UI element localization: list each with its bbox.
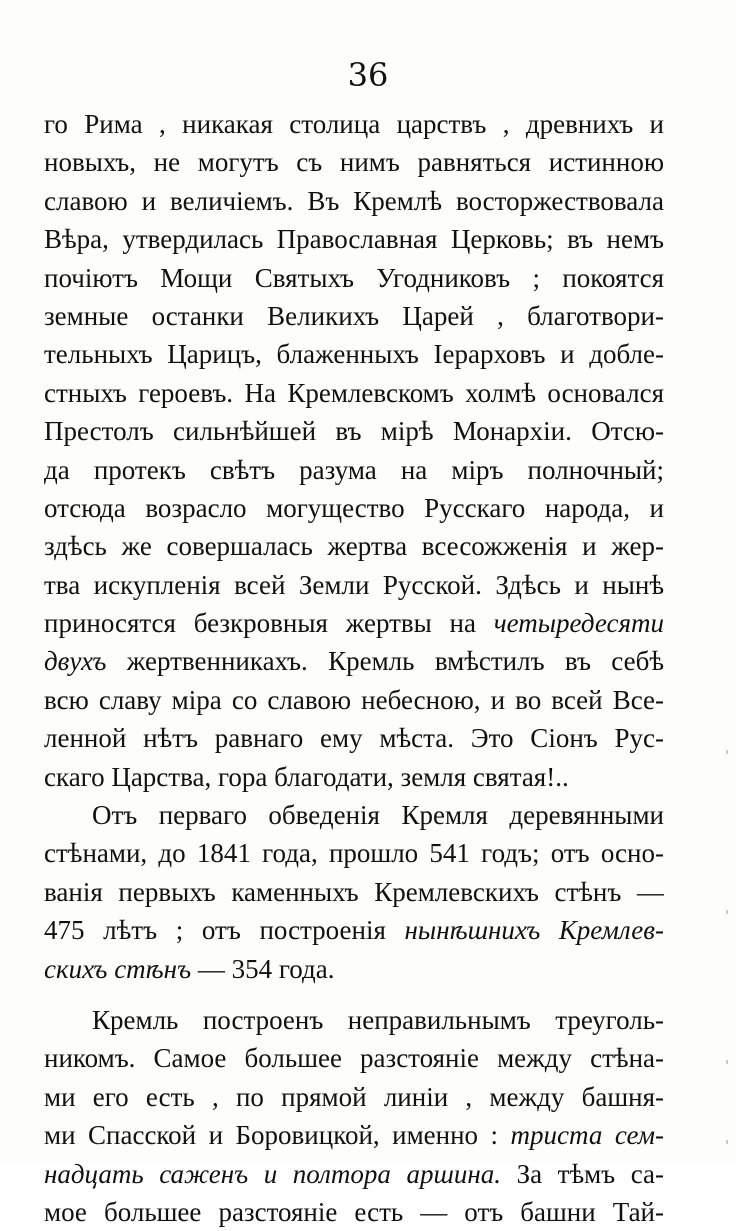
- text-line: [44, 604, 664, 642]
- text-run: ми его есть , по прямой линіи , между башня-: [44, 1081, 664, 1112]
- text-line: [44, 1155, 664, 1193]
- text-line: [44, 1039, 664, 1077]
- text-run: земные останки Великихъ Царей , благотвори-: [44, 300, 664, 331]
- text-run: ленной нѣтъ равнаго ему мѣста. Это Сіонъ Рус-: [44, 723, 664, 754]
- text-line: [44, 834, 664, 872]
- italic-run: нынѣшнихъ Кремлев-: [404, 915, 664, 946]
- text-run: да протекъ свѣтъ разума на міръ полночный;: [44, 454, 664, 485]
- scan-mark: [726, 1140, 728, 1144]
- text-line: [44, 182, 664, 220]
- text-run: здѣсь же совершалась жертва всесожженія и жер-: [44, 531, 664, 562]
- italic-run: надцать саженъ и полтора аршина.: [44, 1158, 501, 1189]
- italic-run: двухъ: [44, 646, 107, 677]
- text-run: славою и величіемъ. Въ Кремлѣ восторжествовала: [44, 185, 664, 216]
- text-run: скаго Царства, гора благодати, земля святая!..: [44, 761, 569, 792]
- text-line: [44, 911, 664, 949]
- text-run: никомъ. Самое большее разстояніе между стѣна-: [44, 1043, 664, 1074]
- text-run: стѣнами, до 1841 года, прошло 541 годъ; отъ осно-: [44, 838, 664, 869]
- text-line: [44, 796, 664, 834]
- text-line: [44, 681, 664, 719]
- text-line: [44, 527, 664, 565]
- text-line: [44, 758, 664, 796]
- text-run: новыхъ, не могутъ съ нимъ равняться истинною: [44, 147, 664, 178]
- text-run: — 354 года.: [191, 953, 335, 984]
- text-line: [44, 412, 664, 450]
- text-run: мое большее разстояніе есть — отъ башни Тай-: [44, 1196, 664, 1227]
- text-line: [44, 220, 664, 258]
- scan-mark: [726, 750, 728, 754]
- text-run: почіютъ Мощи Святыхъ Угодниковъ ; покоятся: [44, 262, 664, 293]
- text-run: За тѣмъ са-: [501, 1158, 664, 1189]
- text-run: го Рима , никакая столица царствъ , древнихъ и: [44, 109, 664, 139]
- text-run: тва искупленія всей Земли Русской. Здѣсь и нынѣ: [44, 569, 664, 600]
- text-run: жертвенникахъ. Кремль вмѣстилъ въ себѣ: [106, 646, 664, 677]
- text-line: [44, 566, 664, 604]
- text-run: Престолъ сильнѣйшей въ мірѣ Монархіи. Отсю-: [44, 416, 664, 447]
- text-run: приносятся безкровныя жертвы на: [44, 608, 494, 639]
- text-run: отсюда возрасло могущество Русскаго народа, и: [44, 492, 664, 523]
- text-run: тельныхъ Царицъ, блаженныхъ Іерарховъ и добле-: [44, 339, 664, 370]
- text-run: 475 лѣтъ ; отъ построенія: [44, 915, 405, 946]
- italic-run: скихъ стѣнъ: [44, 953, 192, 984]
- text-line: [44, 489, 664, 527]
- page-number: 36: [347, 56, 389, 94]
- text-line: [44, 259, 664, 297]
- text-line: [44, 719, 664, 757]
- text-line: [44, 1116, 664, 1154]
- text-line: [44, 873, 664, 911]
- text-run: стныхъ героевъ. На Кремлевскомъ холмѣ основался: [44, 377, 664, 408]
- text-run: Отъ перваго обведенія Кремля деревянными: [92, 800, 664, 831]
- text-line: [44, 143, 664, 181]
- text-line: [44, 1078, 664, 1116]
- text-run: Вѣра, утвердилась Православная Церковь; въ немъ: [44, 224, 664, 255]
- text-line: [44, 1193, 664, 1231]
- text-run: ми Спасской и Боровицкой, именно :: [44, 1120, 511, 1151]
- paragraph-3: [44, 1001, 664, 1231]
- text-line: [44, 335, 664, 373]
- text-line: [44, 105, 664, 143]
- body-text: [44, 105, 664, 1231]
- scan-mark: [726, 910, 728, 914]
- text-line: [44, 297, 664, 335]
- paragraph-1: [44, 105, 664, 796]
- scan-mark: [726, 1060, 728, 1064]
- text-run: Кремль построенъ неправильнымъ треуголь-: [92, 1004, 664, 1035]
- italic-run: триста сем-: [510, 1120, 664, 1151]
- text-line: [44, 950, 664, 988]
- text-line: [44, 451, 664, 489]
- text-run: всю славу міра со славою небесною, и во всей Все-: [44, 684, 664, 715]
- italic-run: четыредесяти: [493, 608, 664, 639]
- text-run: ванія первыхъ каменныхъ Кремлевскихъ стѣнъ —: [44, 876, 664, 907]
- text-line: [44, 1001, 664, 1039]
- paragraph-2: [44, 796, 664, 988]
- text-line: [44, 642, 664, 680]
- text-line: [44, 374, 664, 412]
